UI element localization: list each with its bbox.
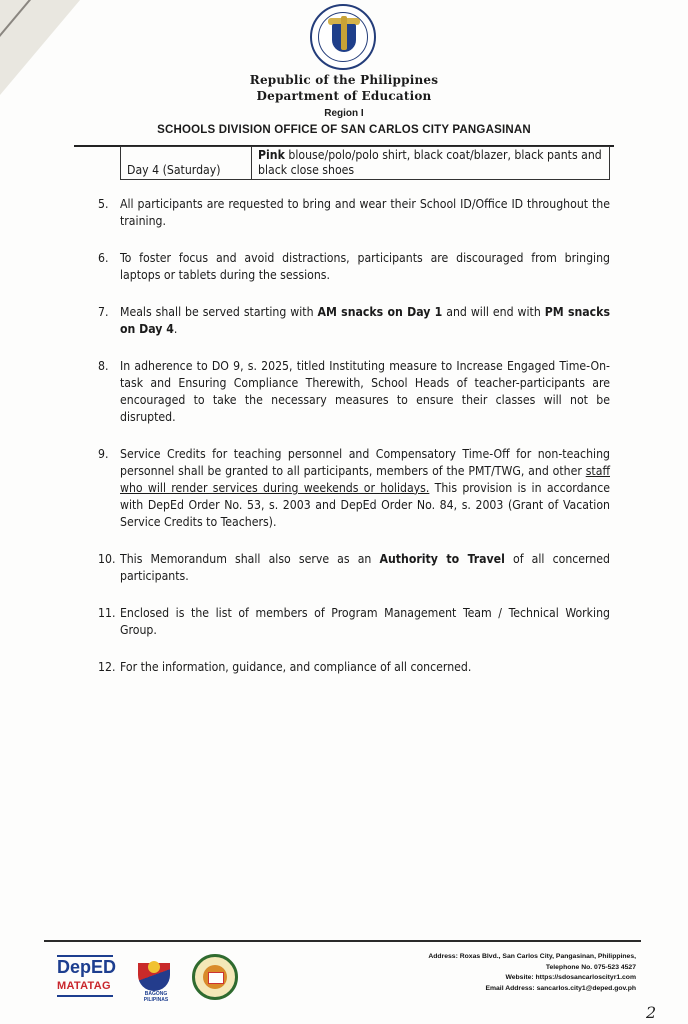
list-item: 6. To foster focus and avoid distractions, participants are discouraged from bringing laptops or tablets during the sessions.	[98, 251, 610, 282]
footer-rule	[44, 940, 641, 942]
sdo-san-carlos-seal-icon	[192, 954, 238, 1000]
list-item: 5. All participants are requested to bring and wear their School ID/Office ID throughout the training.	[98, 197, 610, 228]
list-item: 8. In adherence to DO 9, s. 2025, titled Instituting measure to Increase Engaged Time-On-task and Ensuring Compliance Therewith, School Heads of teacher-participants are encouraged to take the necessary measures to ensure their classes will not be disrupted.	[98, 359, 610, 424]
division-office-heading: SCHOOLS DIVISION OFFICE OF SAN CARLOS CITY PANGASINAN	[157, 124, 531, 136]
attire-text: blouse/polo/polo shirt, black coat/blazer, black pants and black close shoes	[258, 148, 602, 177]
deped-matatag-logo: DepED MATATAG	[57, 955, 115, 1000]
list-item: 9. Service Credits for teaching personnel and Compensatory Time-Off for non-teaching personnel shall be granted to all participants, members of the PMT/TWG, and other staff who will render services during weekends or holidays. This provision is in accordance with DepEd Order No. 53, s. 2003 and DepEd Order No. 84, s. 2003 (Grant of Vacation Service Credits to Teachers).	[98, 447, 611, 529]
table-row	[121, 147, 610, 180]
list-item: 12. For the information, guidance, and compliance of all concerned.	[98, 660, 472, 674]
department-heading: Department of Education	[256, 89, 432, 103]
attire-cell	[252, 147, 610, 180]
day-cell: Day 4 (Saturday)	[121, 147, 252, 180]
republic-heading: Republic of the Philippines	[249, 73, 439, 87]
list-item: 11. Enclosed is the list of members of Program Management Team / Technical Working Group.	[98, 606, 610, 637]
list-item: 7. Meals shall be served starting with AM snacks on Day 1 and will end with PM snacks on Day 4.	[98, 305, 610, 336]
list-item: 10. This Memorandum shall also serve as an Authority to Travel of all concerned participants.	[98, 552, 611, 583]
email-line: Email Address: sancarlos.city1@deped.gov.ph	[485, 984, 636, 992]
telephone-line: Telephone No. 075-523 4527	[545, 963, 636, 971]
memo-items	[98, 196, 610, 676]
contact-info	[428, 952, 636, 994]
attire-table	[120, 146, 610, 180]
bagong-pilipinas-logo: BAGONG PILIPINAS	[132, 955, 178, 999]
website-line: Website: https://sdosancarloscityr1.com	[505, 974, 636, 981]
deped-seal-icon	[310, 4, 376, 70]
region-heading: Region I	[324, 108, 364, 119]
address-line: Address: Roxas Blvd., San Carlos City, Pangasinan, Philippines,	[428, 953, 636, 960]
attire-color: Pink	[258, 148, 285, 162]
page-number: 2	[646, 1003, 657, 1022]
